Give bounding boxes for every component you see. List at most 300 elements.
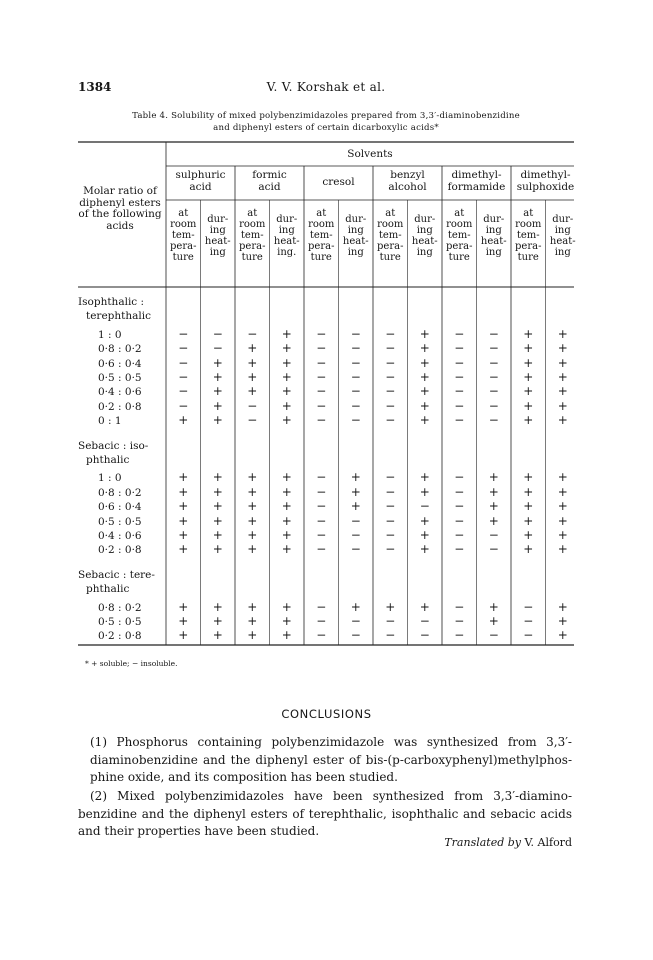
soluble-mark: + (247, 470, 258, 485)
insoluble-mark: − (385, 628, 396, 643)
soluble-mark: + (419, 384, 430, 399)
solvent-name-line: alcohol (388, 180, 427, 193)
insoluble-mark: − (523, 599, 534, 614)
insoluble-mark: − (385, 484, 396, 499)
soluble-mark: + (557, 470, 568, 485)
ratio-label: 0·2 : 0·8 (98, 630, 142, 643)
insoluble-mark: − (350, 370, 361, 384)
soluble-mark: + (523, 384, 534, 399)
insoluble-mark: − (488, 413, 499, 428)
soluble-mark: + (281, 484, 292, 499)
subheader-line: tem- (378, 230, 402, 241)
running-head: V. V. Korshak et al. (266, 80, 386, 94)
solvent-subheader (371, 208, 410, 263)
insoluble-mark: − (385, 355, 396, 370)
subheader-line: pera- (239, 241, 266, 252)
subheader-line: tem- (309, 230, 333, 241)
insoluble-mark: − (178, 370, 189, 384)
group-title: Sebacic : tere- (78, 568, 155, 581)
soluble-mark: + (247, 370, 258, 384)
soluble-mark: + (523, 355, 534, 370)
subheader-line: room (515, 219, 542, 230)
soluble-mark: + (488, 614, 499, 628)
paragraph-line: (2) Mixed polybenzimidazoles have been synthesized from 3,3′-diamino- (90, 789, 572, 803)
soluble-mark: + (247, 628, 258, 643)
soluble-mark: + (488, 484, 499, 499)
insoluble-mark: − (385, 499, 396, 514)
soluble-mark: + (281, 513, 292, 528)
soluble-mark: + (212, 355, 223, 370)
subheader-line: ing (347, 224, 364, 236)
solvent-subheader (268, 214, 307, 258)
soluble-mark: + (178, 528, 189, 542)
soluble-mark: + (247, 355, 258, 370)
caption-line-2: and diphenyl esters of certain dicarboxylic acids* (213, 123, 439, 133)
insoluble-mark: − (454, 470, 465, 485)
soluble-mark: + (247, 341, 258, 356)
insoluble-mark: − (488, 528, 499, 542)
subheader-line: room (446, 219, 473, 230)
conclusion-paragraph-1 (78, 734, 572, 787)
insoluble-mark: − (454, 484, 465, 499)
insoluble-mark: − (488, 326, 499, 341)
solvent-subheader (406, 214, 445, 258)
insoluble-mark: − (385, 384, 396, 399)
soluble-mark: + (419, 370, 430, 384)
insoluble-mark: − (454, 355, 465, 370)
soluble-mark: + (212, 599, 223, 614)
soluble-mark: + (419, 326, 430, 341)
ratio-label: 0·2 : 0·8 (98, 400, 142, 413)
subheader-line: dur- (552, 213, 574, 225)
solvent-name (235, 170, 304, 193)
paragraph-line: (1) Phosphorus containing polybenzimidazole was synthesized from 3,3′- (90, 735, 572, 749)
subheader-line: ture (379, 252, 401, 263)
ratio-label: 0 : 1 (98, 415, 122, 428)
solvent-name-line: benzyl (390, 169, 425, 181)
subheader-line: ing (485, 246, 502, 258)
insoluble-mark: − (385, 470, 396, 485)
first-column-header-line: Molar ratio of (83, 185, 157, 197)
ratio-label: 0·6 : 0·4 (98, 357, 142, 370)
subheader-line: at (247, 208, 258, 219)
insoluble-mark: − (350, 355, 361, 370)
solvent-name-line: sulphoxide (516, 180, 575, 193)
soluble-mark: + (281, 614, 292, 628)
section-title: CONCLUSIONS (281, 707, 372, 721)
insoluble-mark: − (454, 499, 465, 514)
insoluble-mark: − (385, 528, 396, 542)
ratio-label: 0·5 : 0·5 (98, 515, 142, 528)
translator-name: V. Alford (524, 836, 572, 849)
solvent-name-line: acid (189, 180, 212, 193)
translator-credit (444, 836, 572, 849)
soluble-mark: + (281, 384, 292, 399)
soluble-mark: + (212, 484, 223, 499)
subheader-line: at (454, 208, 465, 219)
soluble-mark: + (247, 499, 258, 514)
insoluble-mark: − (247, 326, 258, 341)
subheader-line: pera- (308, 241, 335, 252)
insoluble-mark: − (178, 384, 189, 399)
insoluble-mark: − (350, 341, 361, 356)
group-title: terephthalic (86, 310, 151, 323)
soluble-mark: + (523, 398, 534, 413)
subheader-line: at (523, 208, 534, 219)
soluble-mark: + (350, 470, 361, 485)
subheader-line: room (239, 219, 266, 230)
soluble-mark: + (281, 599, 292, 614)
insoluble-mark: − (488, 370, 499, 384)
solvent-name-line: cresol (322, 176, 355, 188)
insoluble-mark: − (523, 614, 534, 628)
subheader-line: ture (310, 252, 332, 263)
soluble-mark: + (523, 528, 534, 542)
subheader-line: at (385, 208, 396, 219)
insoluble-mark: − (350, 528, 361, 542)
insoluble-mark: − (316, 370, 327, 384)
insoluble-mark: − (350, 628, 361, 643)
ratio-label: 1 : 0 (98, 472, 122, 485)
subheader-line: heat- (480, 235, 507, 247)
subheader-line: pera- (170, 241, 197, 252)
insoluble-mark: − (212, 326, 223, 341)
insoluble-mark: − (316, 628, 327, 643)
subheader-line: ture (517, 252, 539, 263)
subheader-line: room (308, 219, 335, 230)
soluble-mark: + (419, 513, 430, 528)
soluble-mark: + (350, 599, 361, 614)
subheader-line: dur- (414, 213, 436, 225)
subheader-line: ing (485, 224, 502, 236)
soluble-mark: + (419, 542, 430, 557)
insoluble-mark: − (385, 542, 396, 557)
solvent-name (511, 170, 580, 193)
subheader-line: pera- (515, 241, 542, 252)
subheader-line: heat- (342, 235, 369, 247)
insoluble-mark: − (212, 341, 223, 356)
insoluble-mark: − (178, 355, 189, 370)
soluble-mark: + (419, 599, 430, 614)
insoluble-mark: − (350, 326, 361, 341)
subheader-line: dur- (207, 213, 229, 225)
group-title: Isophthalic : (78, 296, 145, 308)
insoluble-mark: − (316, 599, 327, 614)
insoluble-mark: − (316, 470, 327, 485)
insoluble-mark: − (178, 326, 189, 341)
soluble-mark: + (212, 528, 223, 542)
subheader-line: pera- (377, 241, 404, 252)
insoluble-mark: − (419, 614, 430, 628)
insoluble-mark: − (454, 341, 465, 356)
insoluble-mark: − (454, 542, 465, 557)
insoluble-mark: − (385, 413, 396, 428)
solvent-name-line: acid (258, 180, 281, 193)
insoluble-mark: − (316, 398, 327, 413)
soluble-mark: + (523, 513, 534, 528)
soluble-mark: + (523, 326, 534, 341)
caption-line-1: Table 4. Solubility of mixed polybenzimidazoles prepared from 3,3′-diaminobenzidine (132, 111, 520, 121)
soluble-mark: + (557, 528, 568, 542)
soluble-mark: + (557, 398, 568, 413)
soluble-mark: + (523, 413, 534, 428)
page-number: 1384 (78, 80, 112, 94)
subheader-line: heat- (549, 235, 576, 247)
ratio-label: 0·5 : 0·5 (98, 372, 142, 384)
paragraph-line: benzidine and the diphenyl esters of terephthalic, isophthalic and sebacic acids (78, 806, 572, 821)
subheader-line: dur- (483, 213, 505, 225)
insoluble-mark: − (350, 384, 361, 399)
soluble-mark: + (419, 398, 430, 413)
insoluble-mark: − (454, 326, 465, 341)
soluble-mark: + (281, 370, 292, 384)
insoluble-mark: − (316, 384, 327, 399)
soluble-mark: + (247, 384, 258, 399)
paragraph-line: and their properties have been studied. (78, 824, 320, 839)
subheader-line: ing (416, 224, 433, 236)
insoluble-mark: − (488, 628, 499, 643)
subheader-line: ing. (277, 246, 297, 258)
solvent-subheader (199, 214, 238, 258)
soluble-mark: + (557, 599, 568, 614)
soluble-mark: + (247, 614, 258, 628)
soluble-mark: + (557, 499, 568, 514)
soluble-mark: + (281, 542, 292, 557)
insoluble-mark: − (316, 413, 327, 428)
subheader-line: heat- (411, 235, 438, 247)
soluble-mark: + (281, 499, 292, 514)
insoluble-mark: − (385, 398, 396, 413)
soluble-mark: + (557, 513, 568, 528)
solvents-header: Solvents (347, 148, 393, 160)
soluble-mark: + (212, 499, 223, 514)
paragraph-line: diaminobenzidine and the diphenyl ester of bis-(p-carboxyphenyl)methylphos- (90, 752, 572, 767)
soluble-mark: + (523, 484, 534, 499)
soluble-mark: + (557, 341, 568, 356)
soluble-mark: + (488, 599, 499, 614)
subheader-line: room (170, 219, 197, 230)
solvent-name (166, 170, 235, 193)
insoluble-mark: − (454, 398, 465, 413)
soluble-mark: + (385, 599, 396, 614)
insoluble-mark: − (488, 341, 499, 356)
soluble-mark: + (523, 370, 534, 384)
soluble-mark: + (419, 413, 430, 428)
soluble-mark: + (488, 499, 499, 514)
subheader-line: ture (172, 252, 194, 263)
soluble-mark: + (523, 499, 534, 514)
insoluble-mark: − (350, 398, 361, 413)
subheader-line: tem- (516, 230, 540, 241)
insoluble-mark: − (178, 398, 189, 413)
insoluble-mark: − (488, 398, 499, 413)
soluble-mark: + (557, 384, 568, 399)
soluble-mark: + (350, 499, 361, 514)
ratio-label: 0·8 : 0·2 (98, 601, 142, 614)
subheader-line: room (377, 219, 404, 230)
soluble-mark: + (281, 398, 292, 413)
soluble-mark: + (557, 413, 568, 428)
soluble-mark: + (557, 542, 568, 557)
soluble-mark: + (419, 355, 430, 370)
subheader-line: dur- (276, 213, 298, 225)
insoluble-mark: − (316, 542, 327, 557)
soluble-mark: + (281, 341, 292, 356)
soluble-mark: + (212, 614, 223, 628)
soluble-mark: + (178, 599, 189, 614)
subheader-line: at (178, 208, 189, 219)
group-title: phthalic (86, 583, 130, 596)
soluble-mark: + (557, 326, 568, 341)
soluble-mark: + (212, 398, 223, 413)
insoluble-mark: − (350, 413, 361, 428)
subheader-line: ing (554, 224, 571, 236)
soluble-mark: + (350, 484, 361, 499)
soluble-mark: + (212, 370, 223, 384)
insoluble-mark: − (385, 614, 396, 628)
insoluble-mark: − (316, 326, 327, 341)
insoluble-mark: − (488, 542, 499, 557)
solvent-name (373, 170, 442, 193)
soluble-mark: + (247, 599, 258, 614)
soluble-mark: + (212, 470, 223, 485)
group-title: Sebacic : iso- (78, 439, 149, 452)
solvent-name-line: sulphuric (175, 169, 226, 181)
soluble-mark: + (178, 628, 189, 643)
solvent-name (442, 170, 511, 193)
table-footnote: * + soluble; − insoluble. (85, 659, 178, 668)
soluble-mark: + (419, 470, 430, 485)
insoluble-mark: − (350, 513, 361, 528)
soluble-mark: + (212, 513, 223, 528)
solvent-subheader (475, 214, 514, 258)
subheader-line: ing (554, 246, 571, 258)
insoluble-mark: − (316, 528, 327, 542)
soluble-mark: + (247, 484, 258, 499)
ratio-label: 0·8 : 0·2 (98, 486, 142, 499)
insoluble-mark: − (316, 513, 327, 528)
first-column-header-line: of the following (78, 208, 162, 220)
subheader-line: ing (416, 246, 433, 258)
subheader-line: dur- (345, 213, 367, 225)
subheader-line: tem- (447, 230, 471, 241)
insoluble-mark: − (178, 341, 189, 356)
insoluble-mark: − (385, 341, 396, 356)
subheader-line: tem- (171, 230, 195, 241)
insoluble-mark: − (316, 499, 327, 514)
ratio-label: 1 : 0 (98, 328, 122, 341)
soluble-mark: + (488, 470, 499, 485)
soluble-mark: + (419, 528, 430, 542)
soluble-mark: + (523, 542, 534, 557)
group-title: phthalic (86, 454, 130, 466)
subheader-line: ing (347, 246, 364, 258)
soluble-mark: + (178, 614, 189, 628)
soluble-mark: + (419, 341, 430, 356)
soluble-mark: + (281, 326, 292, 341)
insoluble-mark: − (454, 384, 465, 399)
soluble-mark: + (557, 370, 568, 384)
subheader-line: ing (209, 224, 226, 236)
first-column-header-line: acids (106, 219, 134, 232)
soluble-mark: + (212, 542, 223, 557)
first-column-header-line: diphenyl esters (79, 196, 161, 209)
soluble-mark: + (557, 628, 568, 643)
insoluble-mark: − (385, 513, 396, 528)
soluble-mark: + (178, 542, 189, 557)
insoluble-mark: − (350, 542, 361, 557)
soluble-mark: + (523, 470, 534, 485)
solvent-subheader (233, 208, 272, 263)
insoluble-mark: − (316, 614, 327, 628)
soluble-mark: + (247, 513, 258, 528)
soluble-mark: + (557, 614, 568, 628)
subheader-line: ture (241, 252, 263, 263)
solvent-subheader (302, 208, 341, 263)
subheader-line: heat- (204, 235, 231, 247)
insoluble-mark: − (454, 370, 465, 384)
soluble-mark: + (557, 484, 568, 499)
soluble-mark: + (178, 470, 189, 485)
insoluble-mark: − (419, 499, 430, 514)
ratio-label: 0·4 : 0·6 (98, 386, 142, 399)
insoluble-mark: − (523, 628, 534, 643)
solvent-name-line: formamide (447, 180, 506, 193)
insoluble-mark: − (454, 614, 465, 628)
insoluble-mark: − (454, 628, 465, 643)
insoluble-mark: − (454, 599, 465, 614)
soluble-mark: + (523, 341, 534, 356)
soluble-mark: + (281, 470, 292, 485)
soluble-mark: + (212, 384, 223, 399)
solvent-subheader (164, 208, 203, 263)
ratio-label: 0·6 : 0·4 (98, 501, 142, 514)
soluble-mark: + (281, 355, 292, 370)
insoluble-mark: − (488, 355, 499, 370)
soluble-mark: + (212, 628, 223, 643)
subheader-line: tem- (240, 230, 264, 241)
subheader-line: ing (278, 224, 295, 236)
subheader-line: ture (448, 252, 470, 263)
insoluble-mark: − (247, 413, 258, 428)
ratio-label: 0·2 : 0·8 (98, 544, 142, 557)
ratio-label: 0·5 : 0·5 (98, 616, 142, 628)
soluble-mark: + (281, 528, 292, 542)
soluble-mark: + (419, 484, 430, 499)
ratio-label: 0·8 : 0·2 (98, 343, 142, 356)
insoluble-mark: − (350, 614, 361, 628)
subheader-line: pera- (446, 241, 473, 252)
insoluble-mark: − (316, 341, 327, 356)
credit-prefix: Translated by (444, 836, 522, 849)
solvent-name-line: dimethyl- (451, 169, 502, 181)
insoluble-mark: − (488, 384, 499, 399)
soluble-mark: + (178, 499, 189, 514)
soluble-mark: + (247, 528, 258, 542)
soluble-mark: + (488, 513, 499, 528)
insoluble-mark: − (385, 370, 396, 384)
soluble-mark: + (178, 413, 189, 428)
soluble-mark: + (281, 628, 292, 643)
solvent-name (304, 177, 373, 189)
insoluble-mark: − (454, 513, 465, 528)
solvent-subheader (544, 214, 583, 258)
solvent-name-line: formic (252, 169, 287, 181)
solvent-subheader (440, 208, 479, 263)
insoluble-mark: − (419, 628, 430, 643)
ratio-label: 0·4 : 0·6 (98, 530, 142, 542)
insoluble-mark: − (385, 326, 396, 341)
